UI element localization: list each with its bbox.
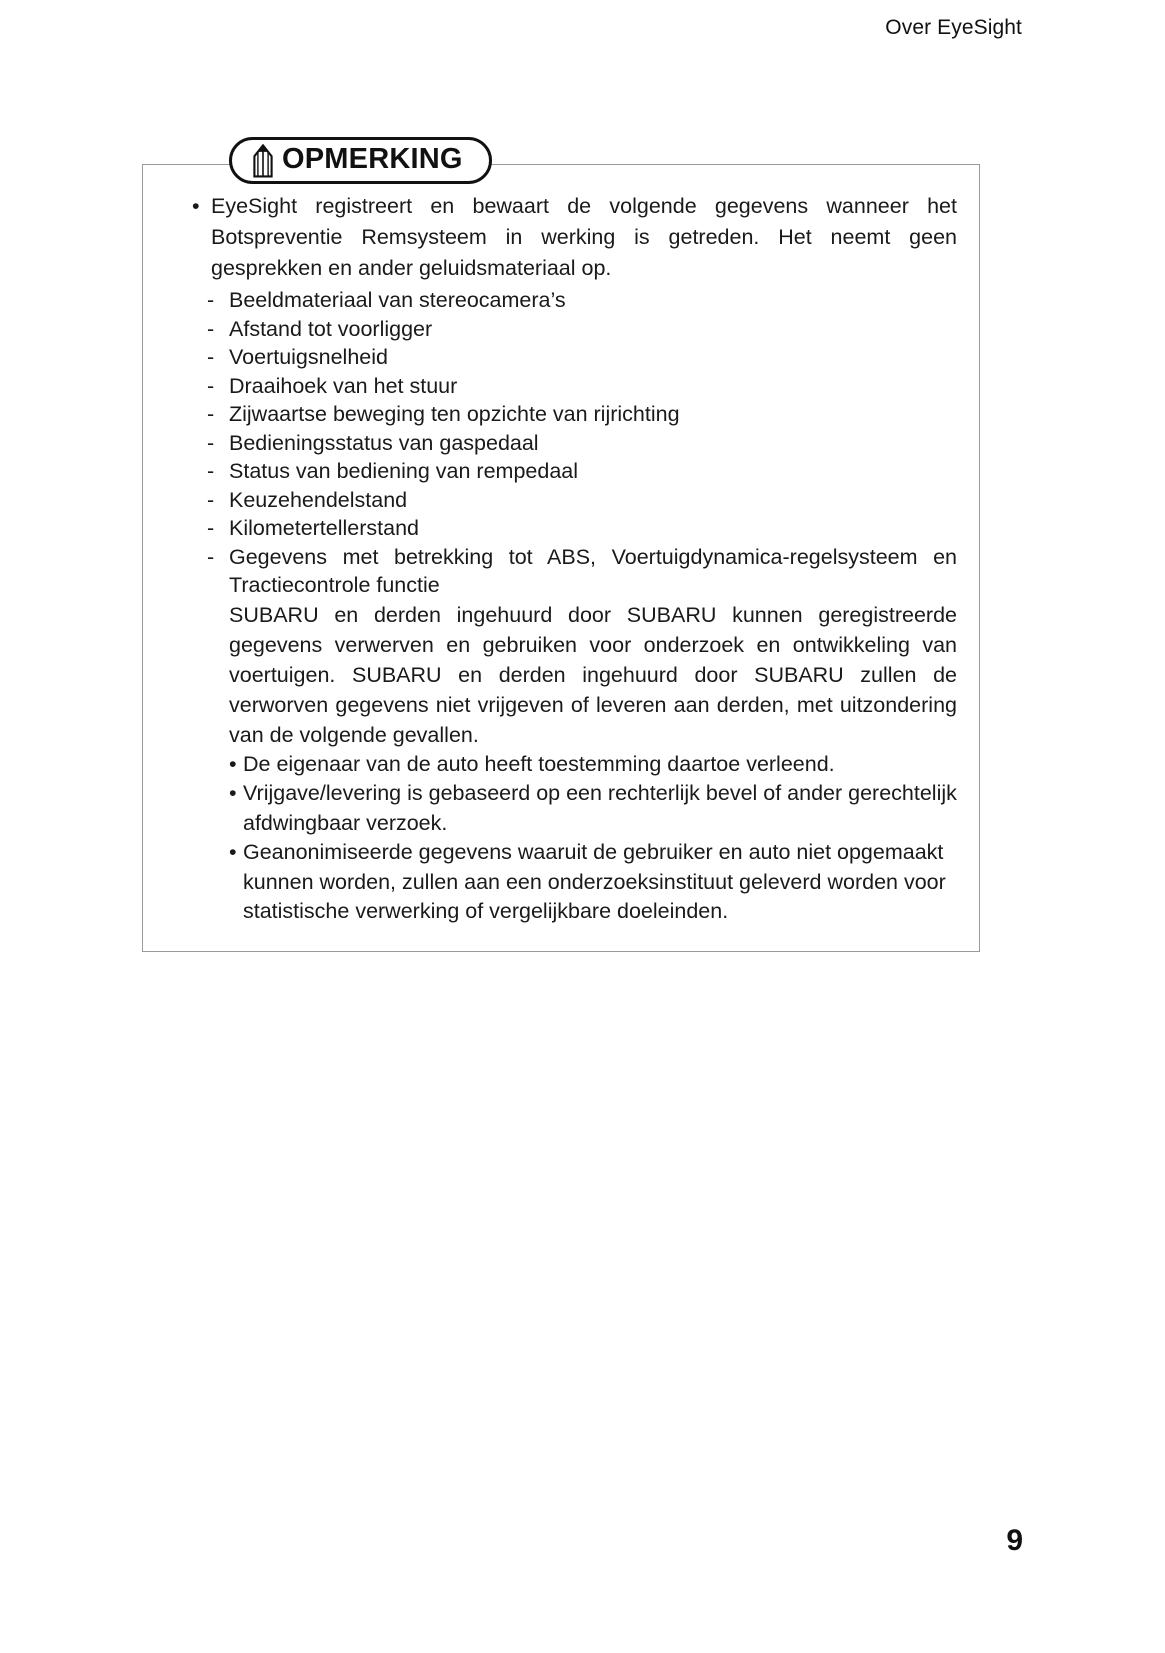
dash-glyph: - [207,459,215,483]
page-number: 9 [1006,1524,1023,1557]
exception-list [165,750,957,927]
dash-glyph: - [207,373,215,398]
list-item-label: Status van bediening van rempedaal [229,459,579,483]
list-item [165,315,957,344]
dash-glyph: - [207,430,215,455]
list-item [165,486,957,515]
dash-glyph: - [207,345,215,369]
dash-glyph: - [207,402,215,426]
list-item-label: Keuzehendelstand [229,487,408,512]
bullet-glyph: • [192,194,200,218]
note-body-paragraph: SUBARU en derden ingehuurd door SUBARU kunnen geregistreerde gegevens verwerven en gebruiken voor onderzoek en ontwikkeling van voertuigen. SUBARU en derden ingehuurd door SUBARU zullen de verworven gegevens niet vrijgeven of leveren aan derden, met uitzondering van de volgende gevallen. [229,602,957,747]
list-item-label: Afstand tot voorligger [229,316,433,341]
list-item [165,514,957,543]
list-item-label: Geanonimiseerde gegevens waaruit de gebruiker en auto niet opgemaakt kunnen worden, zullen aan een onderzoeksinstituut geleverd worden voor statistische verwerking of vergelijkbare doeleinden. [243,840,946,923]
dash-glyph: - [207,544,215,569]
list-item-label: Draaihoek van het stuur [229,373,458,398]
note-box [142,143,980,952]
list-item [165,779,957,838]
dash-glyph: - [207,316,215,341]
pencil-icon [252,144,274,178]
dash-glyph: - [207,487,215,512]
note-intro-paragraph [165,191,957,284]
data-item-list [165,286,957,600]
dash-glyph: - [207,288,215,312]
list-item-label: Kilometertellerstand [229,516,420,540]
list-item [165,429,957,458]
list-item [165,372,957,401]
list-item [165,343,957,372]
note-badge [229,137,492,184]
list-item [165,286,957,315]
list-item-label: Zijwaartse beweging ten opzichte van rijrichting [229,402,680,426]
list-item-label: Vrijgave/levering is gebaseerd op een rechterlijk bevel of ander gerechtelijk afdwingbaar verzoek. [243,781,957,835]
list-item-label: Beeldmateriaal van stereocamera’s [229,288,566,312]
list-item [165,750,957,780]
dash-glyph: - [207,516,215,540]
list-item-label: De eigenaar van de auto heeft toestemming daartoe verleend. [243,751,835,776]
list-item-label: Gegevens met betrekking tot ABS, Voertuigdynamica-regelsysteem en Tractiecontrole functie [229,544,957,597]
note-intro-text: EyeSight registreert en bewaart de volgende gegevens wanneer het Botspreventie Remsysteem in werking is getreden. Het neemt geen gesprekken en ander geluidsmateriaal op. [211,194,957,280]
list-item-label: Voertuigsnelheid [229,345,388,369]
list-item-label: Bedieningsstatus van gaspedaal [229,430,539,455]
list-item [165,457,957,486]
small-bullet-glyph: • [229,781,237,805]
page-header: Over EyeSight [885,16,1022,39]
list-item [165,400,957,429]
list-item [165,543,957,600]
list-item [165,838,957,927]
note-body [143,165,979,951]
small-bullet-glyph: • [229,751,237,776]
note-badge-label: OPMERKING [282,143,463,175]
small-bullet-glyph: • [229,840,237,864]
